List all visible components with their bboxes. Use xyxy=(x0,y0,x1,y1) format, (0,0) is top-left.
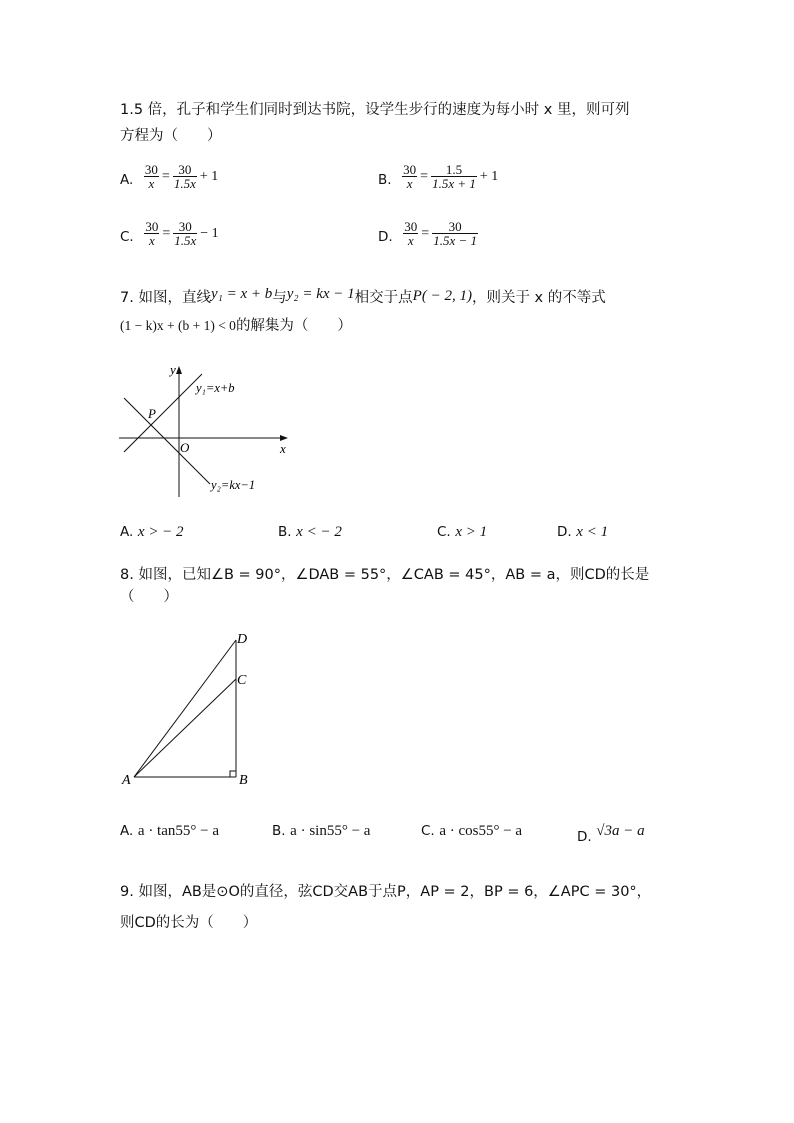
q7-option-c[interactable]: C. x > 1 xyxy=(437,524,488,540)
q7-option-b[interactable]: B. x < − 2 xyxy=(278,524,342,540)
point-p-label: P xyxy=(148,406,156,421)
segment-ad xyxy=(134,640,236,777)
line-y2 xyxy=(124,398,210,484)
q8-stem-line2: （ ） xyxy=(120,589,178,605)
q7-graph xyxy=(114,358,300,504)
q7-stem-line1: 7. 如图，直线y₁ = x + b与y₂ = kx − 1相交于点P( − 2, 1)，则关于 x 的不等式 xyxy=(120,286,606,306)
q7-stem-line2: (1 − k)x + (b + 1) < 0的解集为（ ） xyxy=(120,318,352,334)
q7-option-a[interactable]: A. x > − 2 xyxy=(120,524,184,540)
segment-ac xyxy=(134,679,236,777)
line-y2-label: y₂=kx−1 xyxy=(211,478,256,492)
q8-option-a[interactable]: A. a · tan55° − a xyxy=(120,823,219,839)
q6-stem-line2: 方程为（ ） xyxy=(120,128,222,144)
vertex-d-label: D xyxy=(237,632,248,647)
line-y1 xyxy=(124,374,202,452)
y-axis-arrow-icon xyxy=(176,366,182,374)
q8-option-b[interactable]: B. a · sin55° − a xyxy=(272,823,371,839)
q9-stem-line1: 9. 如图，AB是⊙O的直径，弦CD交AB于点P，AP = 2，BP = 6，∠APC = 30°， xyxy=(120,884,652,900)
vertex-b-label: B xyxy=(239,773,248,788)
q8-option-c[interactable]: C. a · cos55° − a xyxy=(421,823,523,839)
right-angle-icon xyxy=(230,771,236,777)
y-axis-label: y xyxy=(170,362,176,377)
vertex-a-label: A xyxy=(122,773,131,788)
q6-option-d[interactable]: D. $\frac{30}{x}$ = $\frac{30}{1.5x - 1}$ xyxy=(378,219,477,248)
x-axis-label: x xyxy=(280,441,286,456)
q7-option-d[interactable]: D. x < 1 xyxy=(557,524,609,540)
vertex-c-label: C xyxy=(237,673,247,688)
q8-option-d[interactable]: D. √3a − a xyxy=(577,823,645,845)
q8-stem-line1: 8. 如图，已知∠B = 90°，∠DAB = 55°，∠CAB = 45°，AB = a，则CD的长是 xyxy=(120,567,650,583)
q6-stem-line1: 1.5 倍，孔子和学生们同时到达书院，设学生步行的速度为每小时 x 里，则可列 xyxy=(120,102,630,118)
origin-label: O xyxy=(180,440,190,455)
q8-triangle-figure xyxy=(116,626,256,792)
q6-option-a[interactable]: A. $\frac{30}{x}$ = $\frac{30}{1.5x}$ + 1 xyxy=(120,162,219,191)
q6-option-b[interactable]: B. $\frac{30}{x}$ = $\frac{1.5}{1.5x + 1}$ + 1 xyxy=(378,162,499,191)
q6-option-c[interactable]: C. $\frac{30}{x}$ = $\frac{30}{1.5x}$ − 1 xyxy=(120,219,219,248)
q9-stem-line2: 则CD的长为（ ） xyxy=(120,915,258,931)
line-y1-label: y₁=x+b xyxy=(196,381,235,395)
